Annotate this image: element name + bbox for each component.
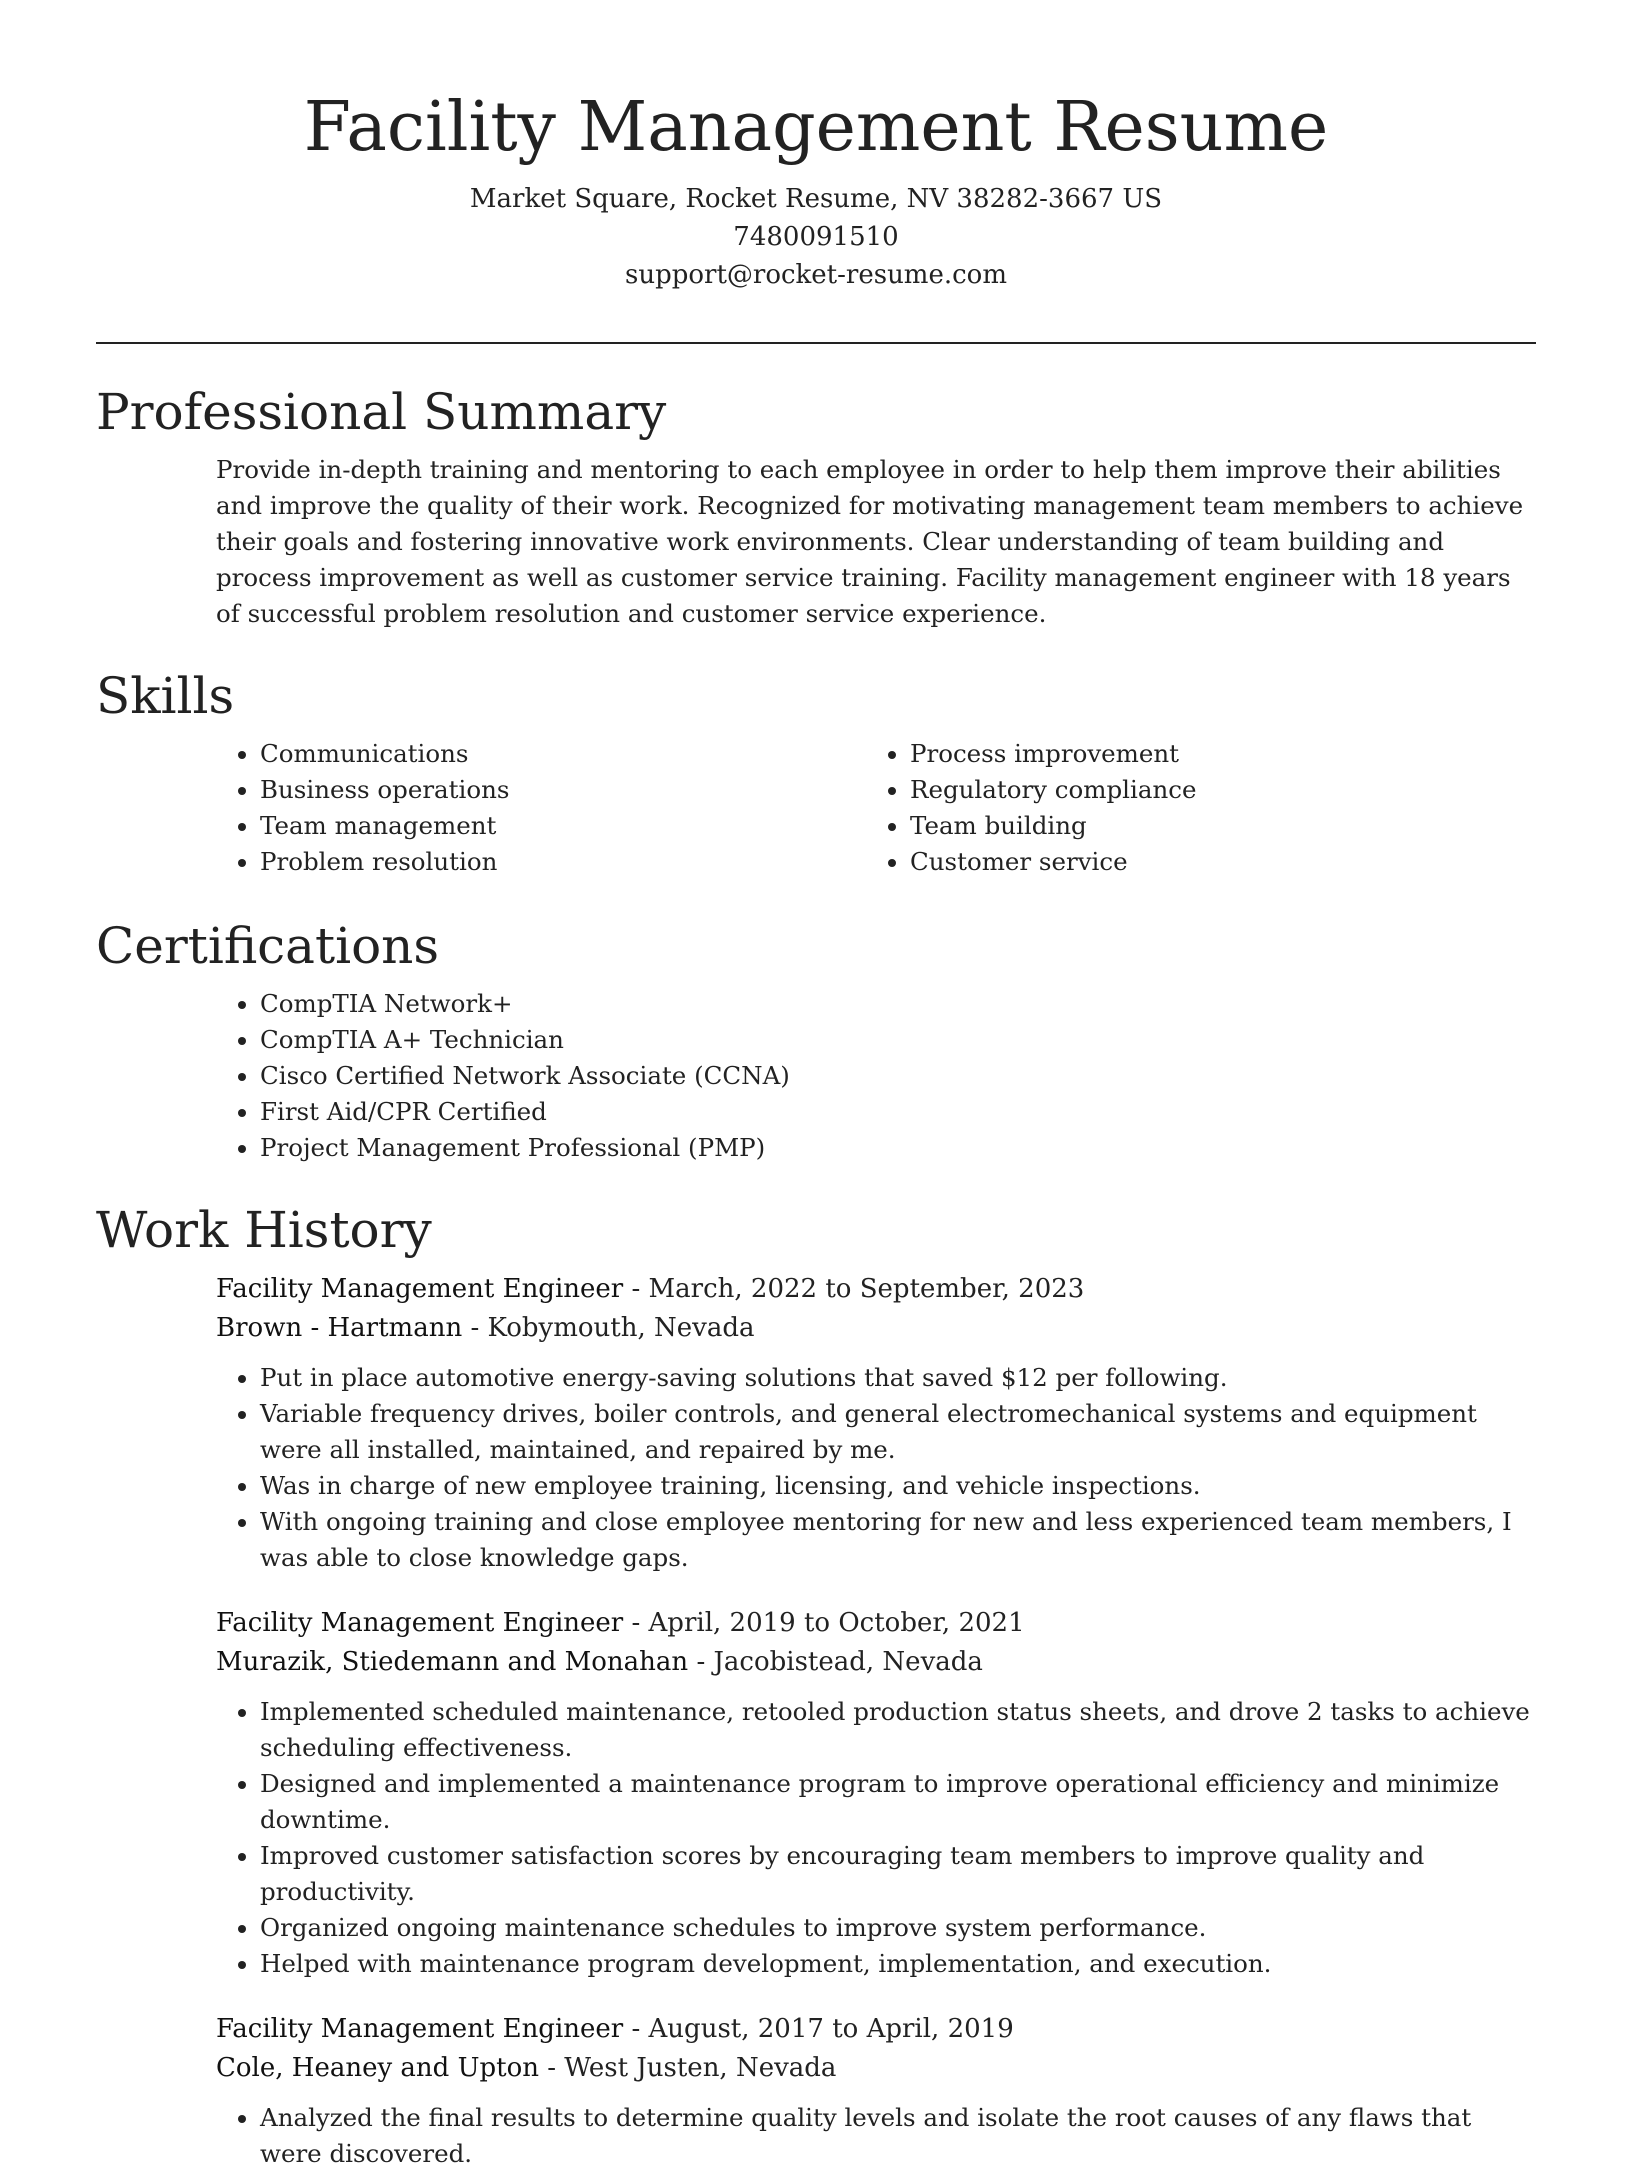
job-company: Brown - Hartmann — [216, 1313, 463, 1343]
job-bullet: • Designed and implemented a maintenance program to improve operational efficiency and minimize downtime. — [260, 1766, 1536, 1838]
summary-section — [96, 382, 1536, 632]
skills-section — [96, 666, 1536, 880]
job-dates: - August, 2017 to April, 2019 — [631, 2014, 1014, 2044]
summary-heading: Professional Summary — [96, 383, 667, 441]
header-divider — [96, 342, 1536, 344]
skill-item: • Regulatory compliance — [910, 772, 1516, 808]
job-bullet: • Put in place automotive energy-saving solutions that saved $12 per following. — [260, 1360, 1536, 1396]
job-location: - Kobymouth, Nevada — [470, 1313, 755, 1343]
job-bullet: • Organized ongoing maintenance schedules to improve system performance. — [260, 1910, 1536, 1946]
job-bullet: • Variable frequency drives, boiler controls, and general electromechanical systems and equipment were all installed, maintained, and repaired by me. — [260, 1396, 1536, 1468]
job-entry — [216, 1270, 1536, 1576]
skill-item: • Business operations — [260, 772, 866, 808]
skill-item: • Process improvement — [910, 736, 1516, 772]
skills-column-right — [866, 736, 1516, 880]
certifications-section — [96, 916, 1536, 1166]
job-title: Facility Management Engineer — [216, 1608, 624, 1638]
certification-item: • Project Management Professional (PMP) — [260, 1130, 1536, 1166]
job-company-line — [216, 2049, 1536, 2088]
work-history-section — [96, 1200, 1536, 2172]
contact-info — [0, 180, 1632, 294]
job-bullet: • Helped with maintenance program development, implementation, and execution. — [260, 1946, 1536, 1982]
job-bullet: • Implemented scheduled maintenance, retooled production status sheets, and drove 2 tasks to achieve scheduling effectiveness. — [260, 1694, 1536, 1766]
summary-text: Provide in-depth training and mentoring to each employee in order to help them improve their abilities and improve the quality of their work. Recognized for motivating management team members to achieve their goals and fostering innovative work environments. Clear understanding of team building and process improvement as well as customer service training. Facility management engineer with 18 years of successful problem resolution and customer service experience. — [216, 455, 1524, 628]
certification-item: • Cisco Certified Network Associate (CCNA) — [260, 1058, 1536, 1094]
job-dates: - April, 2019 to October, 2021 — [631, 1608, 1025, 1638]
resume-header — [0, 0, 1632, 294]
skill-item: • Team building — [910, 808, 1516, 844]
job-bullet: • Was in charge of new employee training, licensing, and vehicle inspections. — [260, 1468, 1536, 1504]
email[interactable]: support@rocket-resume.com — [624, 260, 1007, 290]
job-dates: - March, 2022 to September, 2023 — [631, 1274, 1085, 1304]
certification-item: • First Aid/CPR Certified — [260, 1094, 1536, 1130]
job-company-line — [216, 1309, 1536, 1348]
job-company-line — [216, 1643, 1536, 1682]
job-company: Murazik, Stiedemann and Monahan — [216, 1647, 689, 1677]
job-company: Cole, Heaney and Upton — [216, 2053, 539, 2083]
job-bullet: • With ongoing training and close employee mentoring for new and less experienced team members, I was able to close knowledge gaps. — [260, 1504, 1536, 1576]
job-bullet: • Analyzed the final results to determine quality levels and isolate the root causes of any flaws that were discovered. — [260, 2100, 1536, 2172]
job-location: - West Justen, Nevada — [547, 2053, 837, 2083]
job-title: Facility Management Engineer — [216, 1274, 624, 1304]
job-entry — [216, 1604, 1536, 1982]
job-title-line — [216, 2010, 1536, 2049]
job-bullet: • Improved customer satisfaction scores by encouraging team members to improve quality and productivity. — [260, 1838, 1536, 1910]
job-title-line — [216, 1604, 1536, 1643]
job-title-line — [216, 1270, 1536, 1309]
skills-heading: Skills — [96, 667, 235, 725]
job-title: Facility Management Engineer — [216, 2014, 624, 2044]
skill-item: • Problem resolution — [260, 844, 866, 880]
certification-item: • CompTIA A+ Technician — [260, 1022, 1536, 1058]
job-entry — [216, 2010, 1536, 2172]
skill-item: • Team management — [260, 808, 866, 844]
certification-item: • CompTIA Network+ — [260, 986, 1536, 1022]
skill-item: • Communications — [260, 736, 866, 772]
job-location: - Jacobistead, Nevada — [696, 1647, 983, 1677]
skill-item: • Customer service — [910, 844, 1516, 880]
resume-title: Facility Management Resume — [303, 88, 1329, 167]
phone: 7480091510 — [733, 222, 899, 252]
certifications-heading: Certifications — [96, 917, 440, 975]
address: Market Square, Rocket Resume, NV 38282-3667 US — [469, 184, 1163, 214]
work-history-heading: Work History — [96, 1201, 432, 1259]
skills-column-left — [216, 736, 866, 880]
